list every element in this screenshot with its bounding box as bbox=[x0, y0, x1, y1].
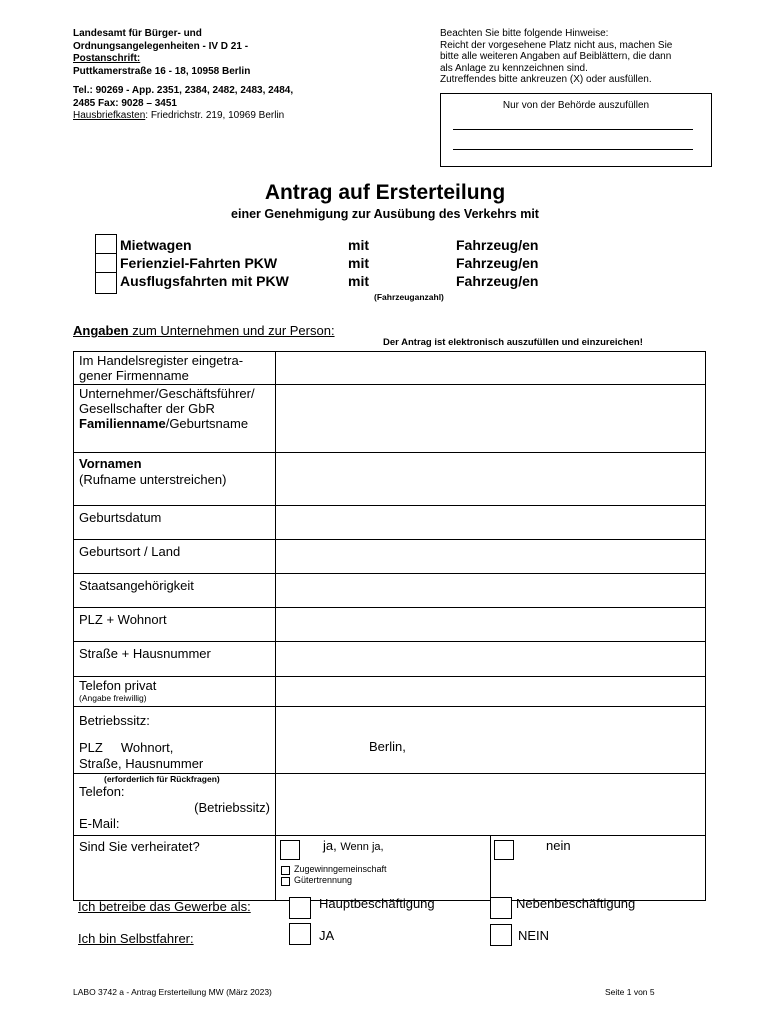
plz-wohnort-line bbox=[79, 740, 270, 756]
telefon-label: Telefon: bbox=[79, 784, 125, 799]
table-row bbox=[74, 385, 706, 453]
row-label-geburtsort: Geburtsort / Land bbox=[74, 540, 276, 574]
electronic-notice: Der Antrag ist elektronisch auszufüllen und einzureichen! bbox=[383, 337, 643, 348]
checkbox-selbstfahrer-ja[interactable] bbox=[289, 923, 311, 945]
section-heading-bold: Angaben bbox=[73, 323, 129, 338]
table-row bbox=[74, 574, 706, 608]
row-label-betriebssitz bbox=[74, 707, 276, 774]
authority-name-line2: Ordnungsangelegenheiten - IV D 21 - bbox=[73, 40, 249, 52]
row-label-firmenname: Im Handelsregister eingetra-gener Firmenname bbox=[74, 352, 276, 385]
authority-line bbox=[453, 149, 693, 150]
unternehmer-line2: Gesellschafter der GbR bbox=[79, 401, 215, 416]
wenn-ja-label: Wenn ja, bbox=[340, 841, 384, 853]
postal-address: Puttkamerstraße 16 - 18, 10958 Berlin bbox=[73, 65, 251, 77]
row-label-staatsangehoerigkeit: Staatsangehörigkeit bbox=[74, 574, 276, 608]
familienname-bold: Familienname bbox=[79, 416, 166, 431]
input-betriebssitz[interactable] bbox=[276, 707, 706, 774]
strasse-hausnummer-label: Straße, Hausnummer bbox=[79, 756, 204, 771]
gewerbe-label: Ich betreibe das Gewerbe als: bbox=[78, 899, 251, 914]
tel-line1: Tel.: 90269 - App. 2351, 2384, 2482, 2483, 2484, bbox=[73, 85, 294, 96]
table-row bbox=[74, 836, 706, 901]
row-label-geburtsdatum: Geburtsdatum bbox=[74, 506, 276, 540]
input-geburtsdatum[interactable] bbox=[276, 506, 706, 540]
row-label-verheiratet: Sind Sie verheiratet? bbox=[74, 836, 276, 901]
input-firmenname[interactable] bbox=[276, 352, 706, 385]
input-familienname[interactable] bbox=[276, 385, 706, 453]
instruction-line: Zutreffendes bitte ankreuzen (X) oder ausfüllen. bbox=[440, 74, 652, 85]
option-label-ferienziel: Ferienziel-Fahrten PKW bbox=[120, 255, 278, 271]
table-row bbox=[74, 774, 706, 836]
hausbriefkasten-label: Hausbriefkasten bbox=[73, 110, 146, 121]
betriebssitz-paren: (Betriebssitz) bbox=[194, 800, 270, 815]
table-row bbox=[74, 352, 706, 385]
option-fahrzeug: Fahrzeug/en bbox=[456, 237, 539, 253]
wohnort-label: Wohnort, bbox=[120, 740, 174, 755]
fahrzeuganzahl-hint: (Fahrzeuganzahl) bbox=[374, 292, 444, 302]
nein-caps-label: NEIN bbox=[518, 928, 550, 943]
instruction-line: bitte alle weiteren Angaben auf Beiblättern, die dann bbox=[440, 51, 672, 62]
telefon-privat-hint: (Angabe freiwillig) bbox=[79, 693, 147, 703]
ja-wenn-label bbox=[323, 838, 384, 855]
table-row bbox=[74, 677, 706, 707]
input-plz-wohnort[interactable] bbox=[276, 608, 706, 642]
table-row bbox=[74, 506, 706, 540]
input-strasse[interactable] bbox=[276, 642, 706, 677]
vornamen-hint: (Rufname unterstreichen) bbox=[79, 472, 227, 487]
ja-label: ja, bbox=[323, 838, 337, 853]
unternehmer-line1: Unternehmer/Geschäftsführer/ bbox=[79, 386, 255, 401]
hausbriefkasten-line bbox=[73, 110, 373, 123]
section-heading bbox=[73, 323, 335, 338]
verheiratet-options bbox=[276, 836, 706, 901]
checkbox-nebenbeschaeftigung[interactable] bbox=[490, 897, 512, 919]
footer-form-id: LABO 3742 a - Antrag Ersterteilung MW (März 2023) bbox=[73, 987, 272, 997]
authority-name-line1: Landesamt für Bürger- und bbox=[73, 28, 202, 39]
option-mit: mit bbox=[348, 255, 369, 271]
option-label-mietwagen: Mietwagen bbox=[120, 237, 192, 253]
vornamen-label: Vornamen bbox=[79, 456, 142, 471]
familienname-rest: /Geburtsname bbox=[165, 416, 249, 431]
authority-use-label: Nur von der Behörde auszufüllen bbox=[502, 100, 650, 111]
ja-caps-label: JA bbox=[319, 928, 335, 943]
column-divider bbox=[490, 836, 491, 900]
betriebssitz-label: Betriebssitz: bbox=[79, 713, 150, 728]
telefon-privat-label: Telefon privat bbox=[79, 678, 157, 693]
email-label: E-Mail: bbox=[79, 816, 120, 831]
checkbox-verheiratet-ja[interactable] bbox=[280, 840, 300, 860]
option-label-ausflugsfahrten: Ausflugsfahrten mit PKW bbox=[120, 273, 289, 289]
authority-address-block bbox=[73, 28, 373, 123]
row-label-familienname bbox=[74, 385, 276, 453]
row-label-strasse: Straße + Hausnummer bbox=[74, 642, 276, 677]
option-mit: mit bbox=[348, 237, 369, 253]
footer-page-number: Seite 1 von 5 bbox=[605, 987, 655, 997]
neben-label: Nebenbeschäftigung bbox=[516, 896, 636, 911]
checkbox-zugewinn[interactable] bbox=[281, 866, 290, 875]
input-geburtsort[interactable] bbox=[276, 540, 706, 574]
instruction-line: Reicht der vorgesehene Platz nicht aus, machen Sie bbox=[440, 39, 673, 51]
table-row bbox=[74, 642, 706, 677]
zugewinn-label: Zugewinngemeinschaft bbox=[294, 864, 387, 874]
checkbox-hauptbeschaeftigung[interactable] bbox=[289, 897, 311, 919]
checkbox-selbstfahrer-nein[interactable] bbox=[490, 924, 512, 946]
option-fahrzeug: Fahrzeug/en bbox=[456, 255, 539, 271]
row-label-plz-wohnort: PLZ + Wohnort bbox=[74, 608, 276, 642]
option-fahrzeug: Fahrzeug/en bbox=[456, 273, 539, 289]
checkbox-ausflugsfahrten[interactable] bbox=[95, 272, 117, 294]
authority-use-box bbox=[440, 93, 712, 167]
nein-label: nein bbox=[546, 838, 571, 853]
input-staatsangehoerigkeit[interactable] bbox=[276, 574, 706, 608]
postanschrift-label: Postanschrift: bbox=[73, 53, 141, 64]
guetertrennung-label: Gütertrennung bbox=[294, 875, 353, 885]
hausbriefkasten-value: : Friedrichstr. 219, 10969 Berlin bbox=[145, 110, 285, 121]
page-title: Antrag auf Ersterteilung bbox=[264, 181, 506, 204]
plz-label: PLZ bbox=[79, 740, 103, 755]
checkbox-verheiratet-nein[interactable] bbox=[494, 840, 514, 860]
rueckfragen-hint: (erforderlich für Rückfragen) bbox=[104, 774, 220, 784]
table-row bbox=[74, 707, 706, 774]
table-row bbox=[74, 608, 706, 642]
row-label-vornamen bbox=[74, 453, 276, 506]
input-vornamen[interactable] bbox=[276, 453, 706, 506]
checkbox-guetertrennung[interactable] bbox=[281, 877, 290, 886]
instruction-line: Beachten Sie bitte folgende Hinweise: bbox=[440, 28, 609, 39]
section-heading-rest: zum Unternehmen und zur Person: bbox=[128, 323, 335, 338]
page-subtitle: einer Genehmigung zur Ausübung des Verkehrs mit bbox=[231, 207, 539, 221]
row-label-telefon-privat bbox=[74, 677, 276, 707]
instructions-block bbox=[440, 28, 730, 86]
instruction-line: als Anlage zu kennzeichnen sind. bbox=[440, 62, 588, 74]
authority-line bbox=[453, 129, 693, 130]
input-telefon-privat[interactable] bbox=[276, 677, 706, 707]
table-row bbox=[74, 540, 706, 574]
selbstfahrer-label: Ich bin Selbstfahrer: bbox=[78, 931, 194, 946]
haupt-label: Hauptbeschäftigung bbox=[319, 896, 435, 911]
row-label-telefon-email bbox=[74, 774, 276, 836]
berlin-prefill: Berlin, bbox=[369, 739, 406, 754]
table-row bbox=[74, 453, 706, 506]
applicant-form-table bbox=[73, 351, 706, 901]
option-mit: mit bbox=[348, 273, 369, 289]
familienname-line bbox=[79, 416, 270, 431]
tel-line2: 2485 Fax: 9028 – 3451 bbox=[73, 97, 177, 109]
input-telefon-email[interactable] bbox=[276, 774, 706, 836]
